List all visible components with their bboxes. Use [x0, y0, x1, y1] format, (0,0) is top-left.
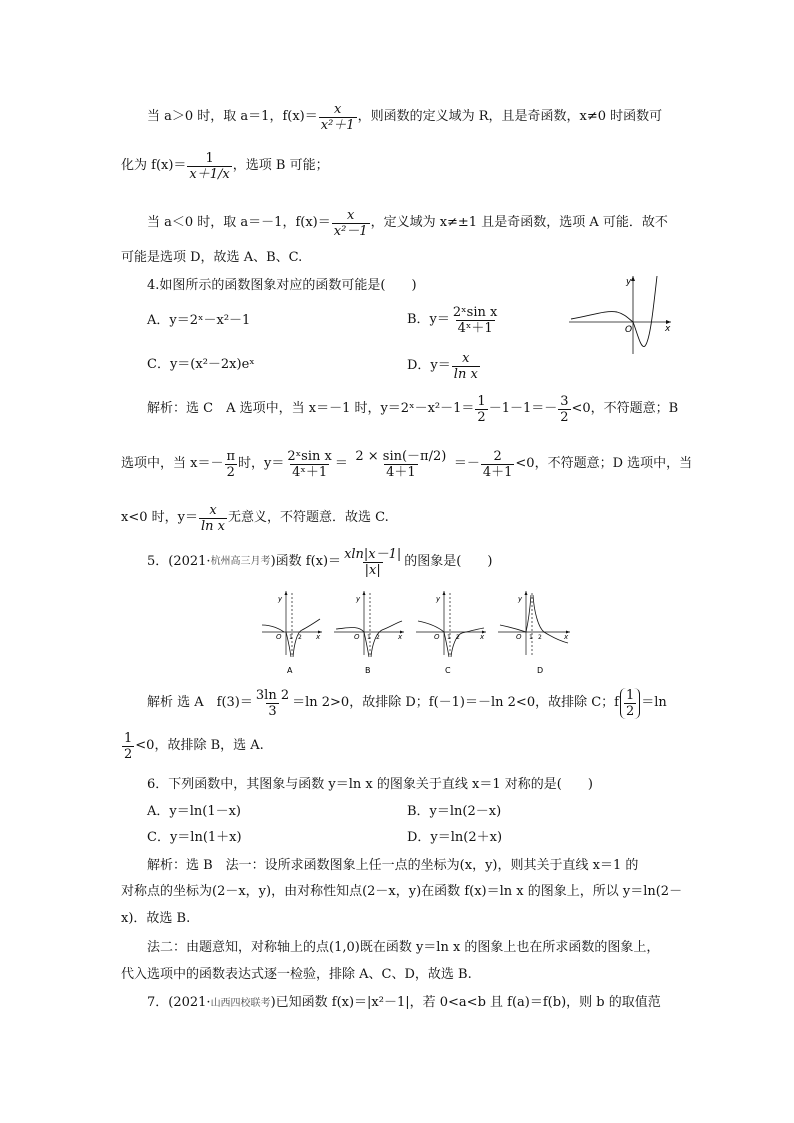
q6-option-a: A．y＝ln(1－x): [147, 804, 242, 819]
svg-text:2: 2: [298, 634, 302, 641]
para1-line2-fraction: $\frac{1}{x+1/x}$: [189, 150, 230, 182]
q4-x-label: x: [665, 324, 671, 334]
para2-line1: [147, 206, 668, 240]
q4-option-a: A．y＝2ˣ－x²－1: [147, 313, 251, 328]
para2-line2: 可能是选项 D，故选 A、B、C.: [121, 250, 303, 265]
svg-text:y: y: [356, 595, 361, 603]
svg-text:O: O: [434, 633, 440, 641]
svg-text:1: 1: [529, 634, 533, 641]
para1-line1-fraction: $\frac{x}{\text{x²＋1}}$: [320, 101, 355, 133]
q5-source-tag: 杭州高三月考: [210, 556, 271, 567]
svg-text:1: 1: [367, 634, 371, 641]
para1-line2-text-b: ，选项 B 可能；: [232, 158, 329, 173]
para1-line2-text-a: 化为 f(x)＝: [121, 158, 187, 173]
q4-solution-line1: 解析：选 C A 选项中，当 x＝－1 时，y＝2ˣ－x²－1＝ $\frac{1}{2}$ －1－1＝－ $\frac{3}{2}$ <0，不符题意；B: [147, 393, 679, 425]
q5-solution-line1: 解析 选 A f(3)＝ $\frac{3\ln 2}{3}$ ＝ln 2>0，故排除 D；f(－1)＝－ln 2<0，故排除 C；f $\frac{1}{2}$ ＝ln: [147, 687, 667, 719]
q6-solution-line3: x)．故选 B.: [121, 911, 191, 926]
q6-option-b: B．y＝ln(2－x): [407, 804, 502, 819]
q5-graphs: [252, 585, 582, 677]
q4-function-graph: [565, 272, 675, 356]
svg-text:1: 1: [289, 634, 293, 641]
svg-text:x: x: [480, 633, 485, 641]
q6-solution-line1: 解析：选 B 法一：设所求函数图象上任一点的坐标为(x，y)，则其关于直线 x＝1 的: [147, 858, 639, 873]
para1-line2: [121, 140, 329, 192]
svg-text:O: O: [354, 633, 360, 641]
svg-text:A: A: [287, 666, 293, 675]
svg-text:x: x: [316, 633, 321, 641]
svg-text:2: 2: [376, 634, 380, 641]
q6-stem: 6．下列函数中，其图象与函数 y＝ln x 的图象关于直线 x＝1 对称的是( ): [147, 777, 593, 792]
q6-option-c: C．y＝ln(1＋x): [147, 830, 242, 845]
q4-option-b: B．y＝ $\frac{\text{2ˣsin x}}{\text{4ˣ＋1}}$: [407, 304, 498, 336]
svg-text:2: 2: [538, 634, 542, 641]
svg-text:1: 1: [447, 634, 451, 641]
svg-text:x: x: [564, 633, 569, 641]
para2-line1-text-a: 当 a＜0 时，取 a＝－1，f(x)＝: [147, 215, 331, 230]
q6-option-d: D．y＝ln(2＋x): [407, 830, 503, 845]
svg-text:y: y: [436, 595, 441, 603]
q6-solution-line4: 法二：由题意知，对称轴上的点(1,0)既在函数 y＝ln x 的图象上也在所求函数的图象上，: [147, 940, 660, 955]
para1-line1-text-b: ，则函数的定义域为 R，且是奇函数，x≠0 时函数可: [357, 109, 663, 124]
q5-stem: 5．(2021· 杭州高三月考 )函数 f(x)＝ $\frac{xln|x-1|}{|x|}$ 的图象是( ): [147, 546, 493, 578]
q4-option-d: D．y＝ $\frac{x}{\text{ln x}}$: [407, 350, 478, 382]
para1-line1-text-a: 当 a＞0 时，取 a＝1，f(x)＝: [147, 109, 318, 124]
q5-solution-line2: $\frac{1}{2}$ <0，故排除 B，选 A.: [124, 730, 264, 762]
q4-option-c: C．y＝(x²－2x)eˣ: [147, 357, 255, 372]
q4-y-label: y: [626, 277, 632, 287]
para2-line1-text-b: ，定义域为 x≠±1 且是奇函数，选项 A 可能．故不: [370, 215, 668, 230]
q4-stem: 4.如图所示的函数图象对应的函数可能是( ): [147, 278, 417, 293]
svg-text:y: y: [518, 595, 523, 603]
svg-text:x: x: [398, 633, 403, 641]
q6-solution-line5: 代入选项中的函数表达式逐一检验，排除 A、C、D，故选 B.: [121, 967, 472, 982]
para1-line1: [147, 100, 662, 134]
q4-solution-line2: 选项中，当 x＝－ $\frac{\pi}{2}$ 时，y＝ $\frac{\text{2ˣsin x}}{\text{4ˣ＋1}}$ ＝ $\frac{2 \times \sin(-\pi/2)}{4+1}$ ＝－ $\frac{2}{4+1}$ <0，不符题意；D 选项中，当: [121, 448, 693, 480]
svg-text:D: D: [537, 666, 544, 675]
q7-stem: 7．(2021·山西四校联考)已知函数 f(x)＝|x²－1|，若 0<a<b 且 f(a)＝f(b)，则 b 的取值范: [147, 995, 661, 1010]
q6-solution-line2: 对称点的坐标为(2－x，y)，由对称性知点(2－x，y)在函数 f(x)＝ln x 的图象上，所以 y＝ln(2－: [121, 884, 683, 899]
svg-text:C: C: [445, 666, 451, 675]
para2-line1-fraction: $\frac{x}{\text{x²－1}}$: [333, 207, 368, 239]
svg-text:y: y: [278, 595, 283, 603]
q4-y-arrow-icon: [631, 276, 635, 281]
q5-graph-a: [262, 591, 322, 675]
q4-solution-line3: x<0 时，y＝ $\frac{x}{\text{ln x}}$ 无意义，不符题意．故选 C.: [121, 502, 389, 534]
q4-curve: [571, 276, 657, 347]
q4-origin-label: O: [625, 325, 633, 335]
svg-text:O: O: [276, 633, 282, 641]
q5-graph-c: [416, 591, 486, 675]
q5-graph-b: [334, 591, 404, 675]
q7-source-tag: 山西四校联考: [210, 998, 271, 1009]
svg-text:B: B: [365, 666, 371, 675]
q5-graph-d: [498, 591, 570, 675]
svg-text:2: 2: [456, 634, 460, 641]
svg-text:O: O: [516, 633, 522, 641]
